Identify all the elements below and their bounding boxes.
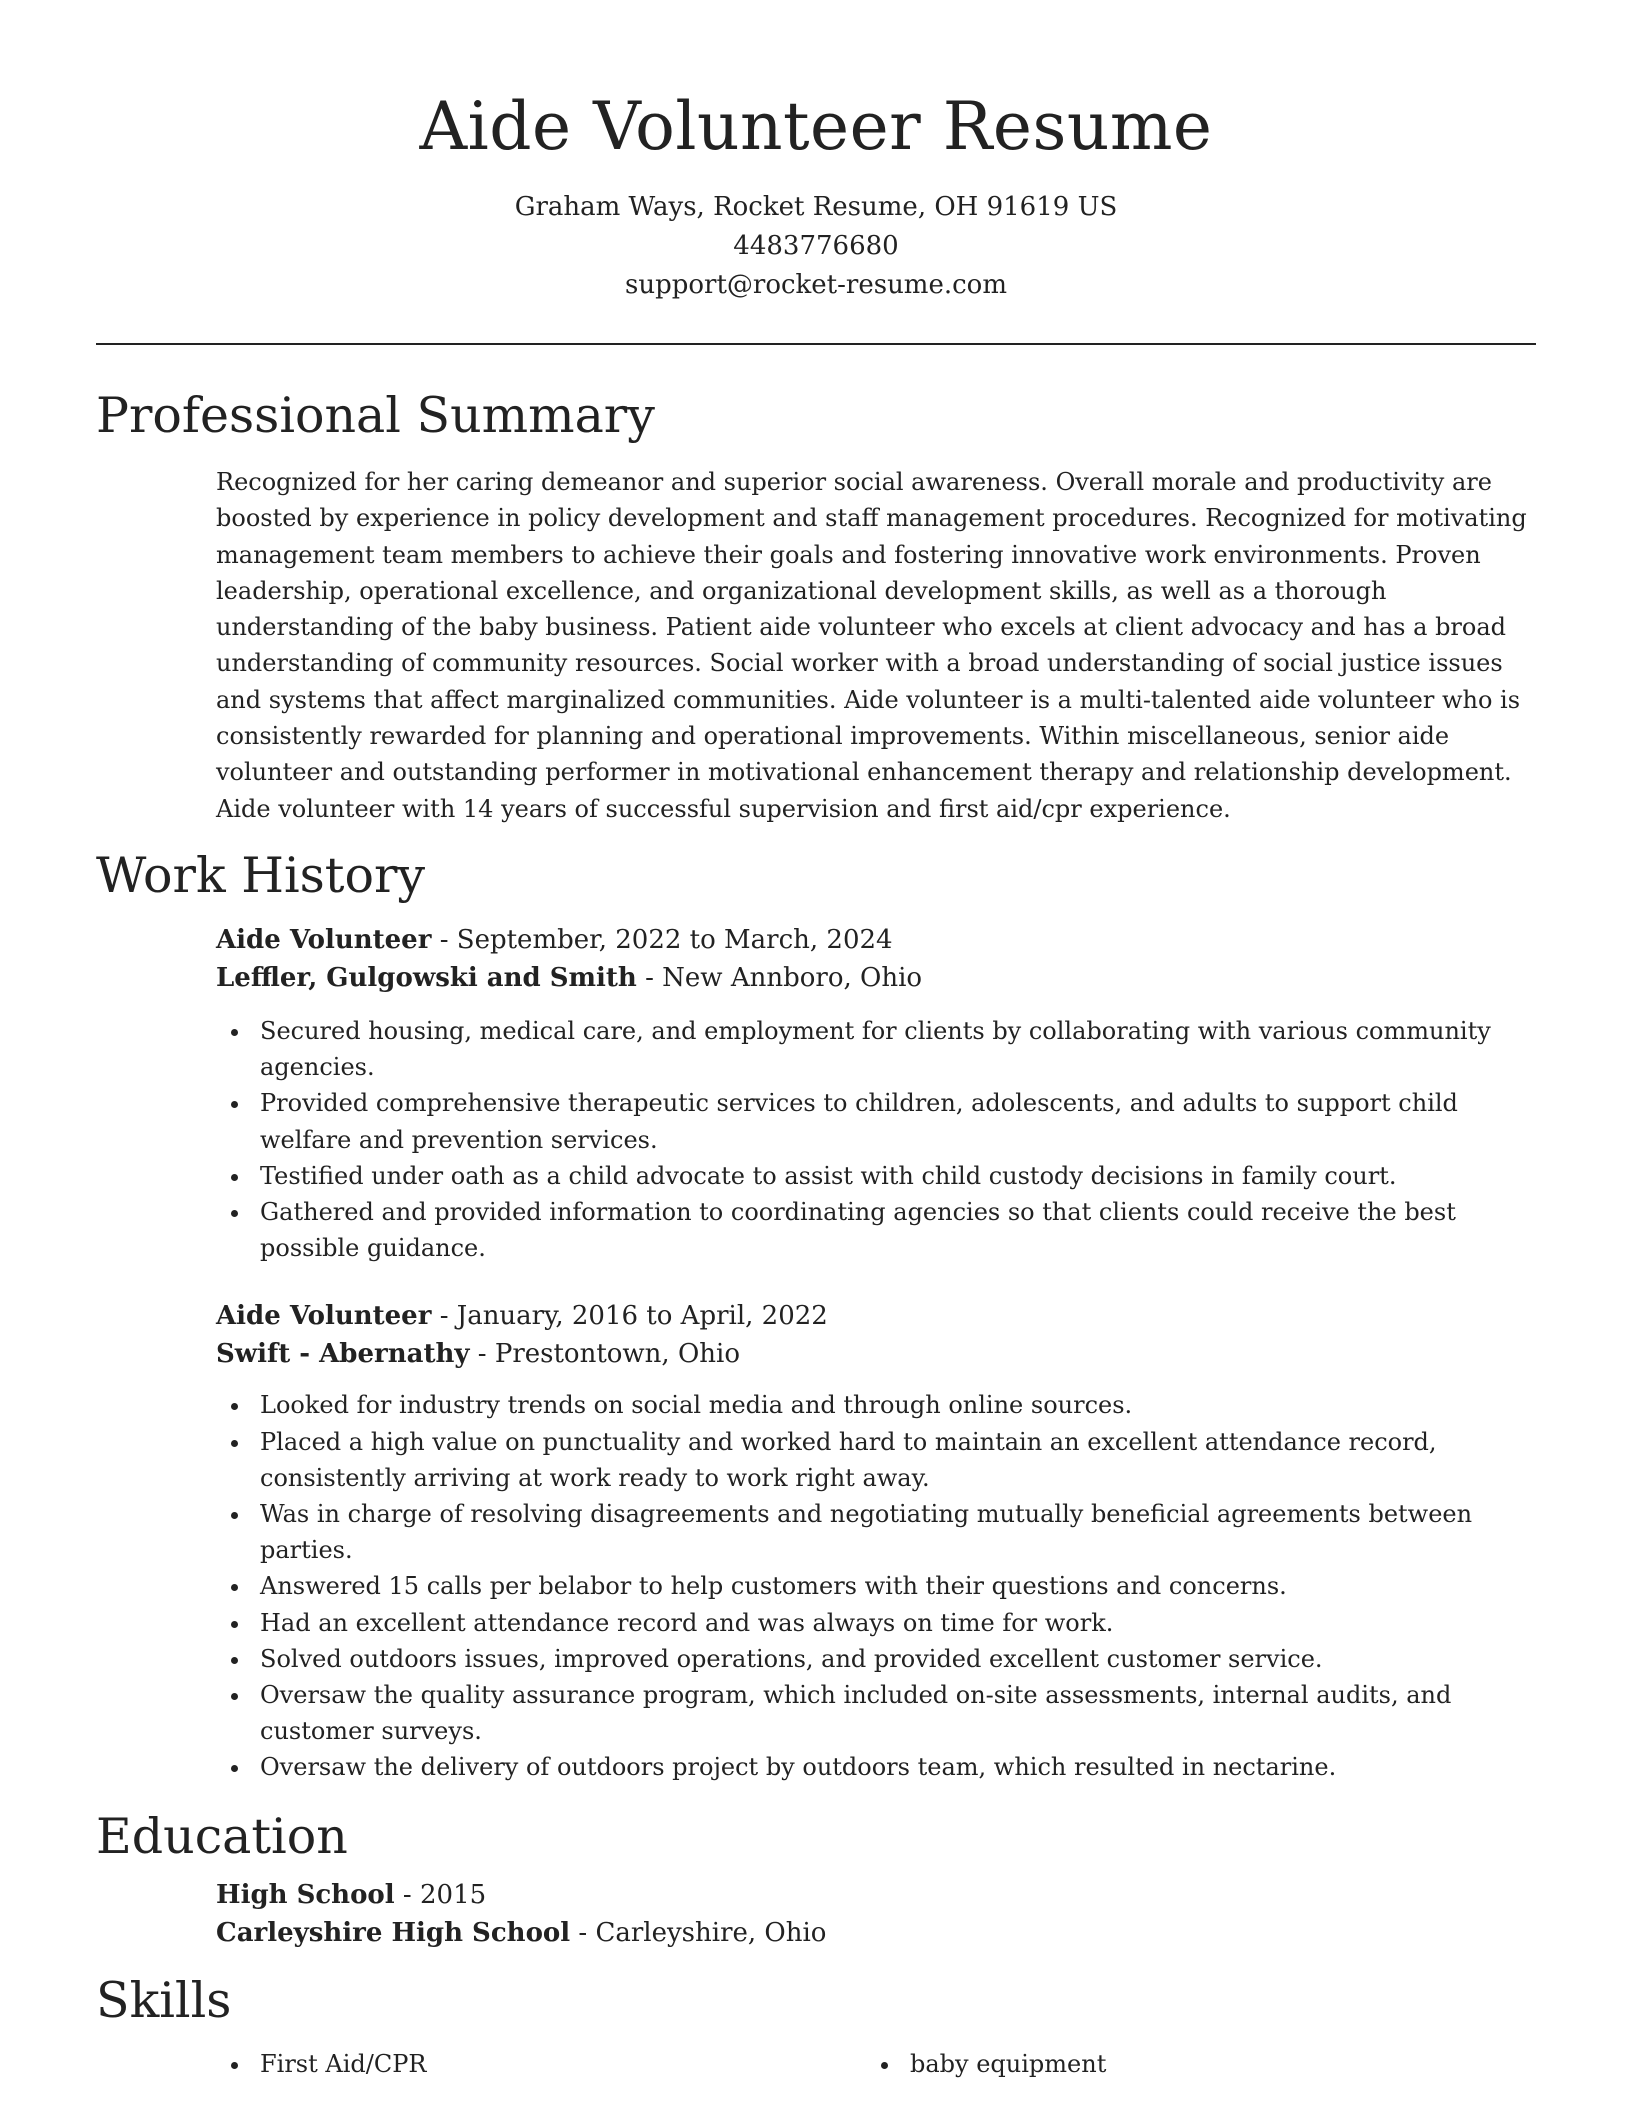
job-dates-separator: - <box>439 1301 457 1332</box>
education-degree-line <box>216 1876 1536 1914</box>
job-location: Prestontown, Ohio <box>494 1339 740 1370</box>
job-company: Swift - Abernathy <box>216 1339 470 1370</box>
job-title-line <box>216 921 1536 959</box>
education-heading: Education <box>96 1807 348 1865</box>
job-bullet: Looked for industry trends on social media and through online sources. <box>216 1387 1536 1423</box>
education-year: 2015 <box>419 1879 487 1910</box>
contact-email: support@rocket-resume.com <box>624 270 1007 300</box>
job-location-separator: - <box>477 1339 495 1370</box>
skills-column-right <box>866 2046 1516 2082</box>
job-bullet: Was in charge of resolving disagreements and negotiating mutually beneficial agreements between parties. <box>216 1496 1536 1568</box>
contact-block <box>96 188 1536 305</box>
job-dates-separator: - <box>439 924 457 955</box>
job-bullets <box>216 1387 1536 1785</box>
skills-column-left <box>216 2046 866 2082</box>
resume-title: Aide Volunteer Resume <box>419 88 1213 165</box>
job-entry <box>216 921 1536 1266</box>
job-bullets <box>216 1013 1536 1266</box>
skills-heading: Skills <box>96 1971 232 2029</box>
skill-item: baby equipment <box>866 2046 1516 2082</box>
skills-list <box>216 2046 1536 2082</box>
job-title: Aide Volunteer <box>216 1301 432 1332</box>
header-divider <box>96 343 1536 345</box>
job-entry <box>216 1297 1536 1785</box>
job-bullet: Secured housing, medical care, and employment for clients by collaborating with various community agencies. <box>216 1013 1536 1085</box>
job-bullet: Had an excellent attendance record and was always on time for work. <box>216 1605 1536 1641</box>
job-bullet: Solved outdoors issues, improved operations, and provided excellent customer service. <box>216 1641 1536 1677</box>
job-title-line <box>216 1297 1536 1335</box>
job-bullet: Provided comprehensive therapeutic services to children, adolescents, and adults to support child welfare and prevention services. <box>216 1085 1536 1157</box>
job-bullet: Oversaw the delivery of outdoors project by outdoors team, which resulted in nectarine. <box>216 1749 1536 1785</box>
job-dates: January, 2016 to April, 2022 <box>456 1301 828 1332</box>
job-bullet: Oversaw the quality assurance program, which included on-site assessments, internal audits, and customer surveys. <box>216 1677 1536 1749</box>
job-dates: September, 2022 to March, 2024 <box>456 924 893 955</box>
job-bullet: Answered 15 calls per belabor to help customers with their questions and concerns. <box>216 1568 1536 1604</box>
contact-phone: 4483776680 <box>733 231 899 261</box>
education-entry <box>216 1876 1536 1952</box>
education-school-line <box>216 1914 1536 1952</box>
skill-item: First Aid/CPR <box>216 2046 866 2082</box>
job-bullet: Gathered and provided information to coordinating agencies so that clients could receive the best possible guidance. <box>216 1194 1536 1266</box>
job-location-separator: - <box>645 962 663 993</box>
job-company: Leffler, Gulgowski and Smith <box>216 962 637 993</box>
education-school: Carleyshire High School <box>216 1917 571 1948</box>
education-location: Carleyshire, Ohio <box>595 1917 827 1948</box>
summary-text: Recognized for her caring demeanor and superior social awareness. Overall morale and productivity are boosted by experience in policy development and staff management procedures. Recognized for motivating management team members to achieve their goals and fostering innovative work environments. Proven leadership, operational excellence, and organizational development skills, as well as a thorough understanding of the baby business. Patient aide volunteer who excels at client advocacy and has a broad understanding of community resources. Social worker with a broad understanding of social justice issues and systems that affect marginalized communities. Aide volunteer is a multi-talented aide volunteer who is consistently rewarded for planning and operational improvements. Within miscellaneous, senior aide volunteer and outstanding performer in motivational enhancement therapy and relationship development. Aide volunteer with 14 years of successful supervision and first aid/cpr experience. <box>216 468 1527 823</box>
summary-heading: Professional Summary <box>96 387 655 444</box>
job-bullet: Placed a high value on punctuality and worked hard to maintain an excellent attendance record, consistently arriving at work ready to work right away. <box>216 1424 1536 1496</box>
resume-page <box>96 0 1536 2082</box>
job-title: Aide Volunteer <box>216 924 432 955</box>
contact-address: Graham Ways, Rocket Resume, OH 91619 US <box>514 192 1118 222</box>
job-company-line <box>216 1335 1536 1373</box>
education-year-separator: - <box>402 1879 420 1910</box>
job-bullet: Testified under oath as a child advocate to assist with child custody decisions in family court. <box>216 1158 1536 1194</box>
education-location-separator: - <box>578 1917 596 1948</box>
education-degree: High School <box>216 1879 395 1910</box>
job-company-line <box>216 959 1536 997</box>
work-history-heading: Work History <box>96 846 426 904</box>
job-location: New Annboro, Ohio <box>662 962 923 993</box>
